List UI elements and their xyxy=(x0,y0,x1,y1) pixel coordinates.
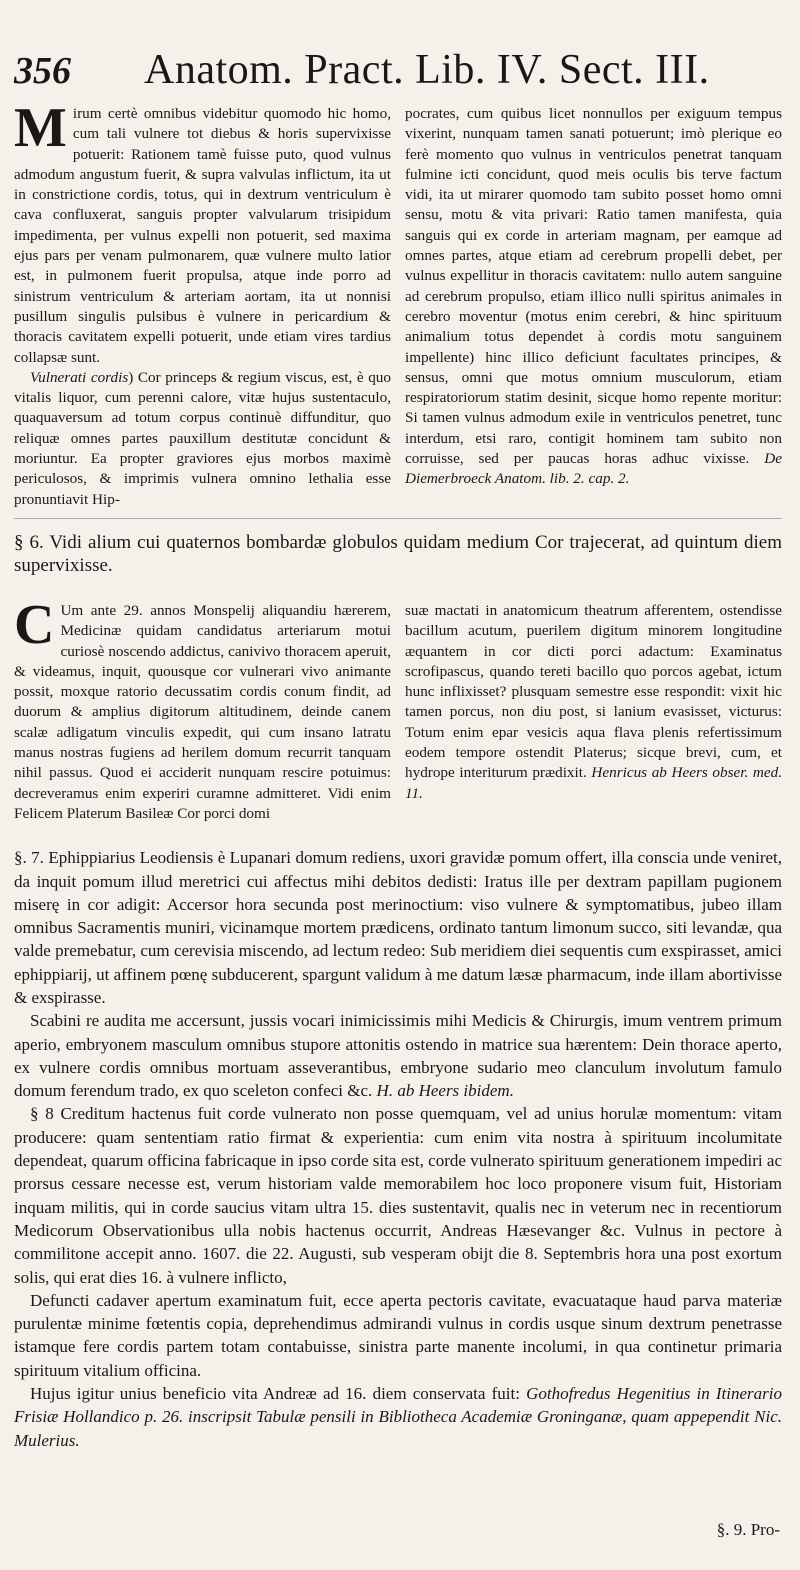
section-8-paragraph-2: Defuncti cadaver apertum examinatum fuit, ecce aperta pectoris cavitate, evacuataque haud parva materiæ purulentæ minime fœtentis copia, deprehendimus admirandi vulnus in cordis usque sinum dextrum penetrasse istamque fere cordis partem totam contabuisse, sinistra parte manente incolumi, in qua continetur primaria spirituum vitalium officina. xyxy=(14,1290,782,1380)
section-6-heading: § 6. Vidi alium cui quaternos bombardæ globulos quidam medium Cor trajecerat, ad quintum diem supervixisse. xyxy=(14,531,782,576)
catchword: §. 9. Pro- xyxy=(716,1520,780,1539)
left-column xyxy=(14,97,391,510)
section-7-paragraph-2 xyxy=(14,1009,782,1102)
paragraph: suæ mactati in anatomicum theatrum afferentem, ostendisse bacillum acutum, puerilem digitum minorem longitudine æquantem in cor dicti porci adactum: Examinatus scrofipascus, quando tereti bacillo quo porcos agebat, ictum hunc inflixisset? plusquam semestre esse respondit: vixit hic tamen porcus, non diu post, si lanium evasisset, victurus: Totum enim epar vesicis aqua flava plenis refertissimum eodem tempore ostendit Platerus; sicque brevi, cum, et hydrope interiturum prædixit. xyxy=(405,601,782,782)
right-column xyxy=(405,104,782,510)
section-6-columns xyxy=(14,593,782,824)
section-8-paragraph-3 xyxy=(14,1382,782,1452)
paragraph: Um ante 29. annos Monspelij aliquandiu hærerem, Medicinæ quidam candidatus arteriarum motui curiosè noscendo addictus, canivivo thoracem aperuit, & videamus, inquit, quousque cor vulnerari vivo animante possit, moxque ratorio decussatim cordis conum findit, ad duorum & amplius digitorum altitudinem, deinde canem scalæ adligatum vinculis expedit, qui cum insano latratu manus nostras fugiens ad herilem domum recurrit tanquam nihil passus. Quod ei acciderit nunquam rescire potuimus: decreveramus enim experiri curamne admitteret. Vidi enim Felicem Platerum Basileæ Cor porci domi xyxy=(14,601,391,822)
paragraph: irum certè omnibus videbitur quomodo hic homo, cum tali vulnere tot diebus & horis supervixisse potuerit: Rationem tamè fuisse puto, quod vulnus admodum angustum fuerit, & supra valvulas inflictum, ita ut in constrictione cordis, totus, qui in dextrum ventriculum è cava confluxerat, sanguis propter valvularum trisipidum impedimenta, per vulnus expelli non potuerit, sed maxima ejus pars per venam pulmonarem, quæ vulnere multo latior est, in pulmonem fuerit propulsa, atque inde porro ad sinistrum ventriculum & arteriam aortam, ita ut nonnisi pusillum singulis pulsibus è vulnere in pericardium & thoracis cavitatem expelli potuerit, unde etiam vires tardius collapsæ sunt. xyxy=(14,105,391,366)
left-column xyxy=(14,593,391,824)
section-7-paragraph: §. 7. Ephippiarius Leodiensis è Lupanari domum rediens, uxori gravidæ pomum offert, illa conscia unde veniret, da inquit pomum illud meretrici cui affectus mihi debitos dedisti: Iratus ille per dextram papillam pugionem miserę in cor adigit: Accersor hora secunda post merinoctium: viso vulnere & symptomatibus, jubeo illam omnibus Sacramentis muniri, vicinamque mortem prædicens, ordinato tantum limonum succo, siti levandæ, qua valde premebatur, cum cerevisia miscendo, ad lectum redeo: Sub meridiem diei sequentis cum exspirasset, amici ephippiarij, ut affinem pœnę subducerent, spargunt validum à me datum læsæ pharmacum, inde illam abortivisse & exspirasse. xyxy=(14,848,782,1007)
drop-cap-m: M xyxy=(14,97,67,159)
running-head: Anatom. Pract. Lib. IV. Sect. III. xyxy=(144,47,710,93)
citation: De Diemerbroeck Anatom. lib. 2. cap. 2. xyxy=(405,450,782,488)
citation: Gothofredus Hegenitius in Itinerario Frisiæ Hollandico p. 26. inscripsit Tabulæ pensili in Bibliotheca Academiæ Groninganæ, quam appependit Nic. Mulerius. xyxy=(14,1384,782,1450)
paragraph-text: Scabini re audita me accersunt, jussis vocari inimicissimis mihi Medicis & Chirurgis, imum ventrem primum aperio, embryonem masculum omnibus stupore attonitis ostendo in matrice sua hærentem: Dein thorace aperto, ex vulnere cordis omnibus mortuam asseverantibus, embryone sudario meo clanculum involutum famulo domum ferendum trado, ex quo sceleton confeci &c. xyxy=(14,1011,782,1101)
top-two-columns xyxy=(14,97,782,510)
paragraph: pocrates, cum quibus licet nonnullos per exiguum tempus vixerint, nunquam tamen sanati potuerunt; imò plerique eo ferè momento quo vulnus in ventriculos penetrat tanquam fulmine icti concidunt, quod meis oculis bis terve factum vidi, ita ut mirarer quomodo tam subito posset homo omni sensu, motu & vita privari: Ratio tamen manifesta, quia sanguis qui ex corde in arteriam magnam, per eamque ad omnes partes, atque etiam ad cerebrum propelli debet, per vulnus expellitur in thoracis cavitatem: nullo autem sanguine ad cerebrum propulso, etiam illico nulli spiritus animales in cerebro moventur (motus enim cerebri, & hinc spirituum animalium totus dependet à cordis motu sanguinem impellente) hinc illico deficiunt facultates principes, & sensus, omni que motus omnium musculorum, etiam respiratoriorum statim desinit, sicque homo repente moritur: Si tamen vulnus admodum exile in ventriculos penetret, tunc interdum, etsi raro, contigit hominem tam subito non corruisse, sed per paucas horas adhuc vixisse. xyxy=(405,105,782,468)
paragraph-text: Hujus igitur unius beneficio vita Andreæ ad 16. diem conservata fuit: xyxy=(30,1384,520,1404)
lemma: Vulnerati cordis xyxy=(30,368,129,386)
citation: H. ab Heers ibidem. xyxy=(376,1081,514,1101)
right-column xyxy=(405,601,782,824)
page-header xyxy=(14,46,782,96)
page-number: 356 xyxy=(14,50,71,92)
citation: Henricus ab Heers obser. med. 11. xyxy=(405,764,782,802)
divider xyxy=(14,518,782,519)
section-8-paragraph: § 8 Creditum hactenus fuit corde vulnerato non posse quemquam, vel ad unius horulæ momentum: vitam producere: quam sententiam ratio firmat & experientia: cum enim vita nostra à spirituum incolumitate dependeat, quarum officina fabricaque in ipso corde sita est, corde vulnerato spirituum generationem impediri ac prorsus cessare necesse est, verum historiam valde memorabilem hoc loco proponere visum fuit, Historiam inquam militis, qui in corde saucius vitam ultra 15. dies sustentavit, qualis nec in veterum nec in recentiorum Medicorum Observationibus ulla nobis hactenus occurrit, Andreas Hæsevanger &c. Vulnus in pectore à commilitone accepit anno. 1607. die 22. Augusti, sub vesperam obijt die 8. Septembris hora una post exortum solis, qui erat dies 16. à vulnere inflicto, xyxy=(14,1104,782,1287)
paragraph: ) Cor princeps & regium viscus, est, è quo vitalis liquor, cum perenni calore, vitæ hujus sustentaculo, quaquaversum ad totum corpus continuè diffunditur, quo reliquæ omnes partes pauxillum destitutæ concidunt & moriuntur. Ea propter graviores ejus morbos maximè periculosos, & imprimis vulnera omnino lethalia esse pronuntiavit Hip- xyxy=(14,368,391,508)
drop-cap-c: C xyxy=(14,593,55,656)
